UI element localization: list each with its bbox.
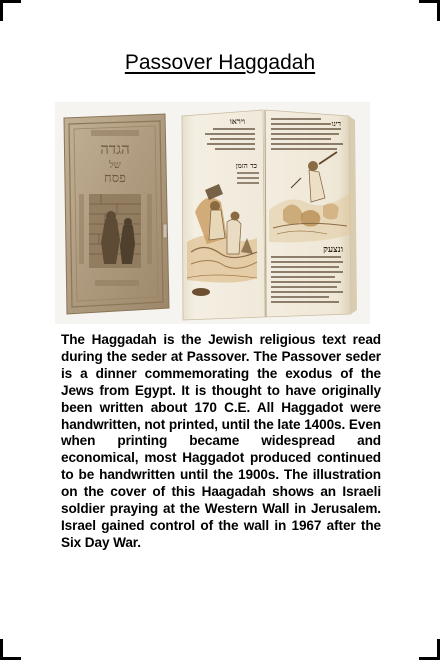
haggadah-illustration (55, 102, 370, 324)
left-page-heading: ויראו (229, 116, 245, 126)
cover-title-line-2: של (109, 160, 121, 171)
middle-heading: כד הזמן (235, 161, 257, 170)
page-title-text: Passover Haggadah (124, 51, 316, 74)
crop-mark-bottom-right (419, 639, 440, 660)
crop-mark-top-right (419, 0, 440, 21)
cover-book (64, 114, 169, 314)
page-title (0, 51, 440, 75)
right-page-heading: ונצעק (323, 245, 343, 255)
open-book (182, 110, 357, 320)
crop-mark-top-left (0, 0, 21, 21)
cover-title-line-3: פסח (104, 171, 126, 186)
haggadah-photo (55, 102, 370, 324)
cover-title-line-1: הגדה (100, 140, 130, 158)
right-top-heading: דינו (331, 119, 341, 128)
crop-mark-bottom-left (0, 639, 21, 660)
description-text: The Haggadah is the Jewish religious text read during the seder at Passover. The Passover seder is a dinner commemorating the exodus of the Jews from Egypt. It is thought to have originally been written about 170 C.E. All Haggadot were handwritten, not printed, until the late 1400s. Even when printing became widespread and economical, most Haggadot produced continued to be handwritten until the 1900s. The illustration on the cover of this Haagadah shows an Israeli soldier praying at the Western Wall in Jerusalem. Israel gained control of the wall in 1967 after the Six Day War. (61, 332, 381, 550)
